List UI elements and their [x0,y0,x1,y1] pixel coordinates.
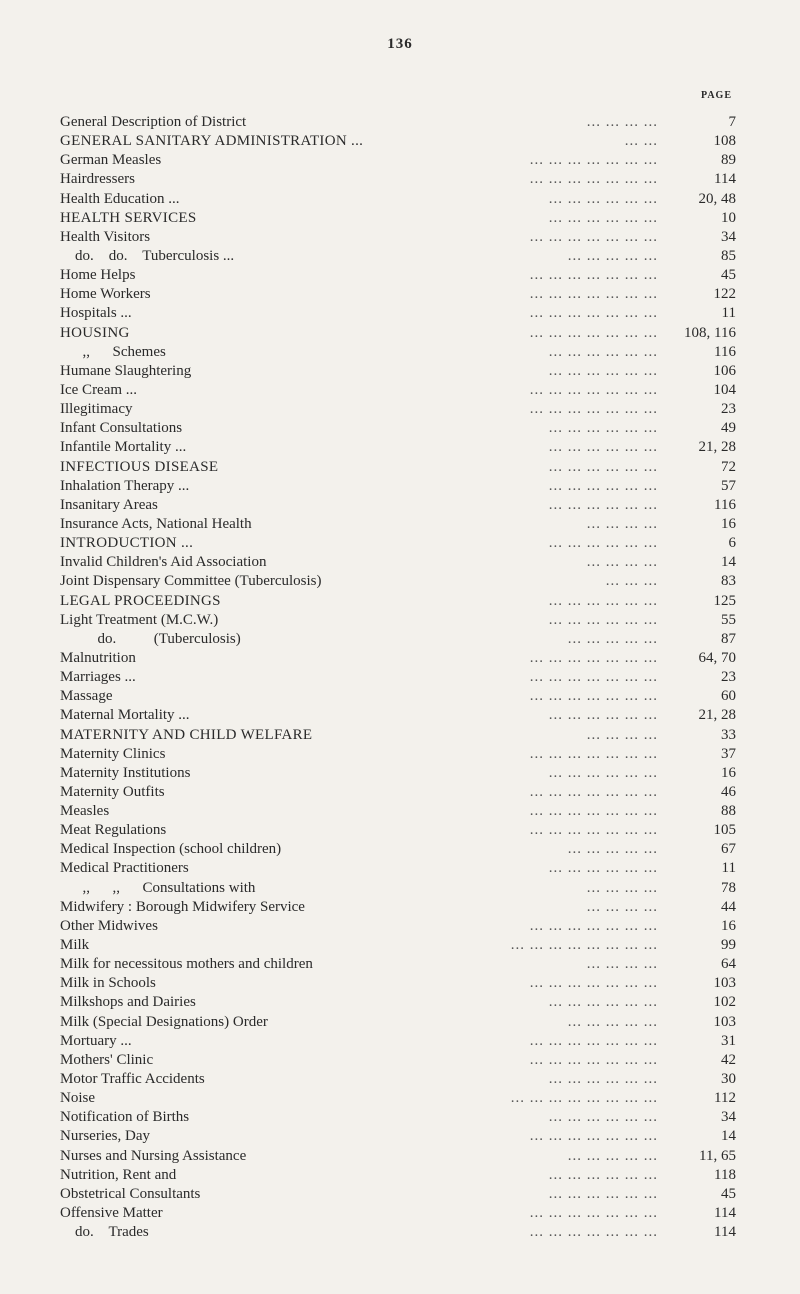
index-entry-label: Noise [60,1090,95,1107]
index-entry-page: 102 [713,994,736,1011]
index-entry-leader: ... ... ... ... ... ... [548,190,658,207]
index-entry-label: Mortuary ... [60,1032,132,1049]
index-entry-label: Health Visitors [60,228,151,245]
index-entry-leader: ... ... ... ... ... ... [548,535,658,552]
index-entry-label: Milk (Special Designations) Order [60,1013,268,1030]
index-entry-label: Home Helps [60,267,136,284]
index-entry-page: 85 [721,247,736,264]
index-entry-page: 11, 65 [699,1147,736,1164]
index-entry-page: 89 [721,152,736,169]
index-entry [60,190,740,209]
index-entry-page: 34 [721,1109,736,1126]
index-entry-page: 108 [713,133,736,150]
index-entry-leader: ... ... ... ... [586,898,658,915]
index-entry-page: 83 [721,573,736,590]
index-entry [60,993,740,1012]
index-entry-label: Hospitals ... [60,305,132,322]
index-entry-label: Massage [60,688,113,705]
index-entry [60,572,740,591]
index-entry-label: Insanitary Areas [60,496,158,513]
index-entry [60,879,740,898]
index-entry [60,1108,740,1127]
index-entry [60,132,740,151]
index-entry-leader: ... ... ... ... ... ... ... ... [510,1090,658,1107]
index-entry-page: 44 [721,898,736,915]
index-entry-label: Nurses and Nursing Assistance [60,1147,247,1164]
index-entry-page: 116 [714,343,736,360]
index-entry-leader: ... ... ... ... ... ... [548,592,658,609]
index-entry-leader: ... ... ... ... ... ... [548,611,658,628]
index-entry-label: do. (Tuberculosis) [60,630,241,647]
index-entry [60,649,740,668]
index-entry-label: Invalid Children's Aid Association [60,554,267,571]
index-entry [60,496,740,515]
index-entry-page: 10 [721,209,736,226]
index-entry-page: 78 [721,879,736,896]
index-entry-page: 20, 48 [698,190,736,207]
index-entry-label: Milk for necessitous mothers and children [60,956,313,973]
index-entry-leader: ... ... ... ... ... ... ... [529,1032,658,1049]
index-entry-label: Other Midwives [60,917,158,934]
index-entry-label: Ice Cream ... [60,381,138,398]
index-entry-page: 99 [721,937,736,954]
index-entry-leader: ... ... ... ... ... ... [548,860,658,877]
index-entry [60,151,740,170]
index-entry-page: 11 [721,305,736,322]
index-entry [60,362,740,381]
index-entry-leader: ... ... ... ... ... ... ... [529,401,658,418]
index-entry-page: 23 [721,401,736,418]
index-entry [60,783,740,802]
index-entry-page: 64 [721,956,736,973]
index-entry-label: Milkshops and Dairies [60,994,196,1011]
index-entry-page: 45 [721,267,736,284]
index-entry-leader: ... ... ... ... ... ... ... ... [510,937,658,954]
index-entry [60,228,740,247]
index-entry-page: 125 [713,592,736,609]
index-entry-leader: ... ... ... ... ... ... ... [529,688,658,705]
index-entry-page: 114 [714,1224,736,1241]
index-entry [60,343,740,362]
index-entry-page: 105 [713,822,736,839]
index-entry-leader: ... ... ... ... ... ... [548,1109,658,1126]
index-entry [60,936,740,955]
index-entry-page: 14 [721,554,736,571]
index-entry-page: 16 [721,917,736,934]
index-entry-leader: ... ... ... ... ... ... [548,1166,658,1183]
index-entry [60,285,740,304]
index-entry-page: 31 [721,1032,736,1049]
index-entry-leader: ... ... ... ... ... ... ... [529,822,658,839]
index-entry-page: 114 [714,1205,736,1222]
index-entry-label: Health Education ... [60,190,180,207]
index-entry-label: Maternity Institutions [60,764,191,781]
index-entry-page: 108, 116 [684,324,736,341]
index-entry-leader: ... ... ... ... ... ... [548,209,658,226]
index-entry-label: Joint Dispensary Committee (Tuberculosis) [60,573,322,590]
index-entry-page: 16 [721,515,736,532]
index-entry-leader: ... ... ... ... ... ... [548,764,658,781]
index-entry [60,668,740,687]
index-entry-label: Inhalation Therapy ... [60,477,190,494]
index-entry-leader: ... ... [624,133,658,150]
index-entry-page: 11 [721,860,736,877]
index-entry-leader: ... ... ... ... ... [567,841,658,858]
index-entry [60,1166,740,1185]
index-entry-label: Medical Practitioners [60,860,189,877]
index-entry-label: Midwifery : Borough Midwifery Service [60,898,305,915]
index-entry-page: 7 [728,114,736,130]
index-entry-label: INFECTIOUS DISEASE [60,458,219,475]
index-entry-page: 34 [721,228,736,245]
index-entry-label: Humane Slaughtering [60,362,192,379]
index-entry-leader: ... ... ... ... [586,956,658,973]
index-entry-page: 67 [721,841,736,858]
index-entry-page: 112 [714,1090,736,1107]
index-entry [60,113,740,132]
index-entry [60,1051,740,1070]
index-entry [60,400,740,419]
index-entry [60,381,740,400]
index-entry-leader: ... ... ... ... ... ... ... [529,171,658,188]
index-entry-leader: ... ... ... ... ... ... [548,343,658,360]
index-entry-leader: ... ... ... [605,573,658,590]
index-entry-label: HEALTH SERVICES [60,209,197,226]
index-entry-leader: ... ... ... ... ... ... [548,496,658,513]
index-entry-label: do. do. Tuberculosis ... [60,247,235,264]
index-entry-leader: ... ... ... ... [586,726,658,743]
index-entry [60,745,740,764]
index-entry-label: Malnutrition [60,649,136,666]
index-entry-leader: ... ... ... ... [586,879,658,896]
index-entry [60,1089,740,1108]
index-entry [60,859,740,878]
index-entry-label: MATERNITY AND CHILD WELFARE [60,726,313,743]
index-entry-leader: ... ... ... ... ... ... [548,1185,658,1202]
index-entry-leader: ... ... ... ... ... ... [548,420,658,437]
index-entry-page: 103 [713,975,736,992]
index-list [60,113,740,1242]
index-entry-leader: ... ... ... ... ... ... ... [529,1224,658,1241]
index-entry-label: Illegitimacy [60,401,133,418]
index-entry-leader: ... ... ... ... ... ... ... [529,324,658,341]
index-entry-leader: ... ... ... ... ... ... [548,477,658,494]
index-entry [60,592,740,611]
index-entry [60,458,740,477]
index-entry [60,802,740,821]
index-entry-leader: ... ... ... ... ... ... ... [529,305,658,322]
index-entry [60,324,740,343]
index-entry [60,611,740,630]
index-entry-leader: ... ... ... ... ... ... ... [529,1205,658,1222]
index-entry-page: 88 [721,803,736,820]
index-entry-page: 103 [713,1013,736,1030]
index-entry [60,764,740,783]
index-entry-leader: ... ... ... ... ... ... ... [529,649,658,666]
index-entry-leader: ... ... ... ... ... ... ... [529,803,658,820]
index-entry [60,687,740,706]
index-entry-leader: ... ... ... ... ... ... ... [529,669,658,686]
index-entry-page: 55 [721,611,736,628]
index-entry-page: 42 [721,1051,736,1068]
page-column-header: PAGE [700,90,732,101]
index-entry-leader: ... ... ... ... ... [567,1013,658,1030]
index-entry-label: HOUSING [60,324,130,341]
index-entry-label: GENERAL SANITARY ADMINISTRATION ... [60,133,364,150]
index-entry [60,974,740,993]
index-entry-leader: ... ... ... ... ... [567,1147,658,1164]
index-entry-leader: ... ... ... ... ... ... ... [529,975,658,992]
index-entry-label: INTRODUCTION ... [60,535,194,552]
index-entry-page: 21, 28 [698,439,736,456]
index-entry-leader: ... ... ... ... ... ... ... [529,228,658,245]
index-entry [60,1032,740,1051]
index-entry-page: 64, 70 [698,649,736,666]
index-entry-page: 23 [721,669,736,686]
index-entry [60,170,740,189]
index-entry-page: 106 [713,362,736,379]
index-entry-label: Nutrition, Rent and [60,1166,177,1183]
index-entry-label: Milk in Schools [60,975,156,992]
index-entry-page: 72 [721,458,736,475]
index-entry-page: 16 [721,764,736,781]
index-entry-leader: ... ... ... ... ... ... [548,707,658,724]
index-entry-page: 46 [721,783,736,800]
index-entry-label: Infantile Mortality ... [60,439,187,456]
index-entry-leader: ... ... ... ... ... ... ... [529,267,658,284]
index-entry-leader: ... ... ... ... [586,515,658,532]
index-entry [60,898,740,917]
index-entry-label: do. Trades [60,1224,149,1241]
index-entry-leader: ... ... ... ... ... ... ... [529,917,658,934]
index-entry-label: Milk [60,937,90,954]
index-entry [60,438,740,457]
index-entry-label: Obstetrical Consultants [60,1185,201,1202]
index-entry [60,477,740,496]
index-entry-leader: ... ... ... ... [586,554,658,571]
index-entry [60,840,740,859]
page-number: 136 [387,36,413,52]
index-entry-label: Maternity Outfits [60,783,165,800]
index-entry-label: Notification of Births [60,1109,190,1126]
index-entry [60,1127,740,1146]
index-entry-page: 114 [714,171,736,188]
index-entry-leader: ... ... ... ... ... [567,630,658,647]
index-entry [60,955,740,974]
index-entry [60,247,740,266]
index-entry-leader: ... ... ... ... ... ... [548,994,658,1011]
index-entry [60,1204,740,1223]
index-entry-label: ,, Schemes [60,343,166,360]
index-entry-label: Maternal Mortality ... [60,707,190,724]
index-entry-leader: ... ... ... ... ... ... ... [529,286,658,303]
index-entry-label: Measles [60,803,110,820]
index-entry-label: Meat Regulations [60,822,167,839]
index-entry [60,304,740,323]
index-entry-leader: ... ... ... ... ... ... [548,439,658,456]
index-entry-page: 14 [721,1128,736,1145]
index-entry [60,209,740,228]
index-entry [60,534,740,553]
index-entry-label: General Description of District [60,114,247,130]
index-entry-leader: ... ... ... ... ... ... ... [529,381,658,398]
index-entry-leader: ... ... ... ... ... ... ... [529,1128,658,1145]
index-entry-page: 116 [714,496,736,513]
index-entry-leader: ... ... ... ... ... ... ... [529,1051,658,1068]
index-entry-page: 33 [721,726,736,743]
index-entry-label: ,, ,, Consultations with [60,879,256,896]
index-entry-page: 57 [721,477,736,494]
index-entry-label: Nurseries, Day [60,1128,150,1145]
index-entry-page: 118 [714,1166,736,1183]
index-entry-label: Hairdressers [60,171,135,188]
index-entry [60,419,740,438]
index-entry-label: Mothers' Clinic [60,1051,154,1068]
index-entry [60,266,740,285]
index-entry-leader: ... ... ... ... ... [567,247,658,264]
index-entry-leader: ... ... ... ... [586,114,658,130]
index-entry [60,1147,740,1166]
index-entry-page: 87 [721,630,736,647]
index-entry [60,1223,740,1242]
index-entry-label: Marriages ... [60,669,136,686]
index-entry [60,630,740,649]
index-entry [60,1013,740,1032]
index-entry-label: Motor Traffic Accidents [60,1071,205,1088]
index-entry-leader: ... ... ... ... ... ... [548,362,658,379]
index-entry [60,515,740,534]
index-entry-leader: ... ... ... ... ... ... [548,458,658,475]
index-entry-label: German Measles [60,152,162,169]
index-entry-leader: ... ... ... ... ... ... ... [529,152,658,169]
index-entry-label: Infant Consultations [60,420,183,437]
index-entry [60,1070,740,1089]
index-entry-leader: ... ... ... ... ... ... [548,1071,658,1088]
index-entry-label: Light Treatment (M.C.W.) [60,611,219,628]
index-entry-leader: ... ... ... ... ... ... ... [529,745,658,762]
index-entry [60,917,740,936]
index-entry-label: LEGAL PROCEEDINGS [60,592,221,609]
index-entry-page: 30 [721,1071,736,1088]
index-entry [60,821,740,840]
index-entry-page: 104 [713,381,736,398]
index-entry-label: Home Workers [60,286,151,303]
index-entry [60,1185,740,1204]
index-entry-label: Offensive Matter [60,1205,163,1222]
index-entry-page: 122 [713,286,736,303]
index-entry-page: 49 [721,420,736,437]
index-entry-page: 45 [721,1185,736,1202]
index-entry-label: Insurance Acts, National Health [60,515,252,532]
index-entry-label: Medical Inspection (school children) [60,841,282,858]
index-entry-page: 37 [721,745,736,762]
index-entry-label: Maternity Clinics [60,745,166,762]
index-entry-leader: ... ... ... ... ... ... ... [529,783,658,800]
index-entry [60,706,740,725]
index-entry [60,553,740,572]
index-entry-page: 60 [721,688,736,705]
index-entry-page: 21, 28 [698,707,736,724]
index-entry-page: 6 [728,535,736,552]
index-entry [60,726,740,745]
